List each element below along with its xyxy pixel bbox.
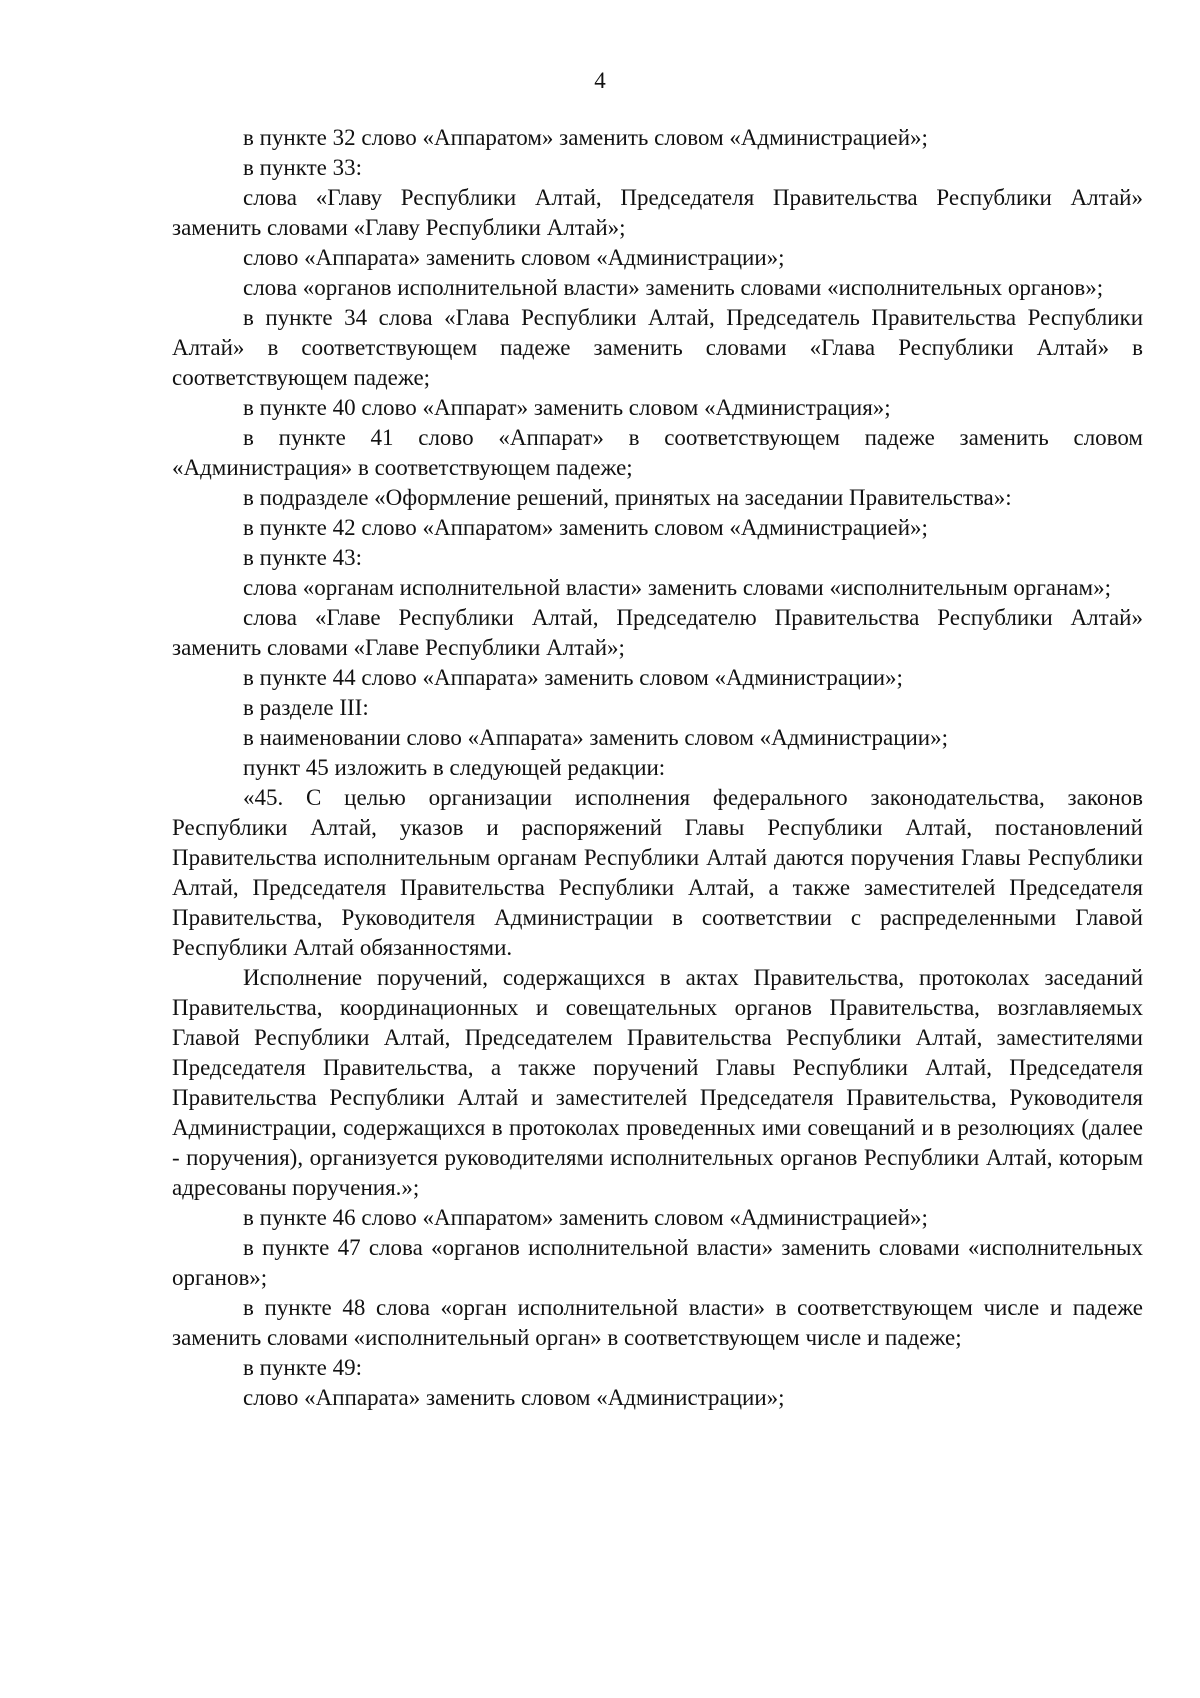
paragraph: Исполнение поручений, содержащихся в актах Правительства, протоколах заседаний Правительства, координационных и совещательных органов Правительства, возглавляемых Главой Республики Алтай, Председателем Правительства Республики Алтай, заместителями Председателя Правительства, а также поручений Главы Республики Алтай, Председателя Правительства Республики Алтай и заместителей Председателя Правительства, Руководителя Администрации, содержащихся в протоколах проведенных ими совещаний и в резолюциях (далее - поручения), организуется руководителями исполнительных органов Республики Алтай, которым адресованы поручения.»; bbox=[172, 965, 1143, 1200]
paragraph: в пункте 40 слово «Аппарат» заменить словом «Администрация»; bbox=[243, 395, 891, 420]
paragraph: в подразделе «Оформление решений, принятых на заседании Правительства»: bbox=[243, 485, 1012, 510]
paragraph: в пункте 44 слово «Аппарата» заменить словом «Администрации»; bbox=[243, 665, 903, 690]
paragraph: в пункте 42 слово «Аппаратом» заменить словом «Администрацией»; bbox=[243, 515, 928, 540]
paragraph: пункт 45 изложить в следующей редакции: bbox=[243, 755, 666, 780]
paragraph: в наименовании слово «Аппарата» заменить словом «Администрации»; bbox=[243, 725, 949, 750]
paragraph: слова «органов исполнительной власти» заменить словами «исполнительных органов»; bbox=[243, 275, 1104, 300]
paragraph: в пункте 41 слово «Аппарат» в соответствующем падеже заменить словом «Администрация» в соответствующем падеже; bbox=[172, 425, 1143, 480]
paragraph: слово «Аппарата» заменить словом «Администрации»; bbox=[243, 245, 785, 270]
paragraph: в пункте 32 слово «Аппаратом» заменить словом «Администрацией»; bbox=[243, 125, 928, 150]
paragraph: в разделе III: bbox=[243, 695, 369, 720]
document-body bbox=[172, 123, 1143, 1413]
paragraph: слова «органам исполнительной власти» заменить словами «исполнительным органам»; bbox=[243, 575, 1111, 600]
paragraph: в пункте 46 слово «Аппаратом» заменить словом «Администрацией»; bbox=[243, 1205, 928, 1230]
paragraph: в пункте 43: bbox=[243, 545, 362, 570]
paragraph: «45. С целью организации исполнения федерального законодательства, законов Республики Алтай, указов и распоряжений Главы Республики Алтай, постановлений Правительства исполнительным органам Республики Алтай даются поручения Главы Республики Алтай, Председателя Правительства Республики Алтай, а также заместителей Председателя Правительства, Руководителя Администрации в соответствии с распределенными Главой Республики Алтай обязанностями. bbox=[172, 785, 1143, 960]
paragraph: в пункте 47 слова «органов исполнительной власти» заменить словами «исполнительных органов»; bbox=[172, 1235, 1143, 1290]
page-number: 4 bbox=[594, 68, 606, 93]
paragraph: слова «Главе Республики Алтай, Председателю Правительства Республики Алтай» заменить словами «Главе Республики Алтай»; bbox=[172, 605, 1143, 660]
paragraph: в пункте 33: bbox=[243, 155, 362, 180]
paragraph: в пункте 49: bbox=[243, 1355, 362, 1380]
paragraph: в пункте 48 слова «орган исполнительной власти» в соответствующем числе и падеже заменить словами «исполнительный орган» в соответствующем числе и падеже; bbox=[172, 1295, 1143, 1350]
paragraph: в пункте 34 слова «Глава Республики Алтай, Председатель Правительства Республики Алтай» в соответствующем падеже заменить словами «Глава Республики Алтай» в соответствующем падеже; bbox=[172, 305, 1143, 390]
paragraph: слова «Главу Республики Алтай, Председателя Правительства Республики Алтай» заменить словами «Главу Республики Алтай»; bbox=[172, 185, 1143, 240]
paragraph: слово «Аппарата» заменить словом «Администрации»; bbox=[243, 1385, 785, 1410]
